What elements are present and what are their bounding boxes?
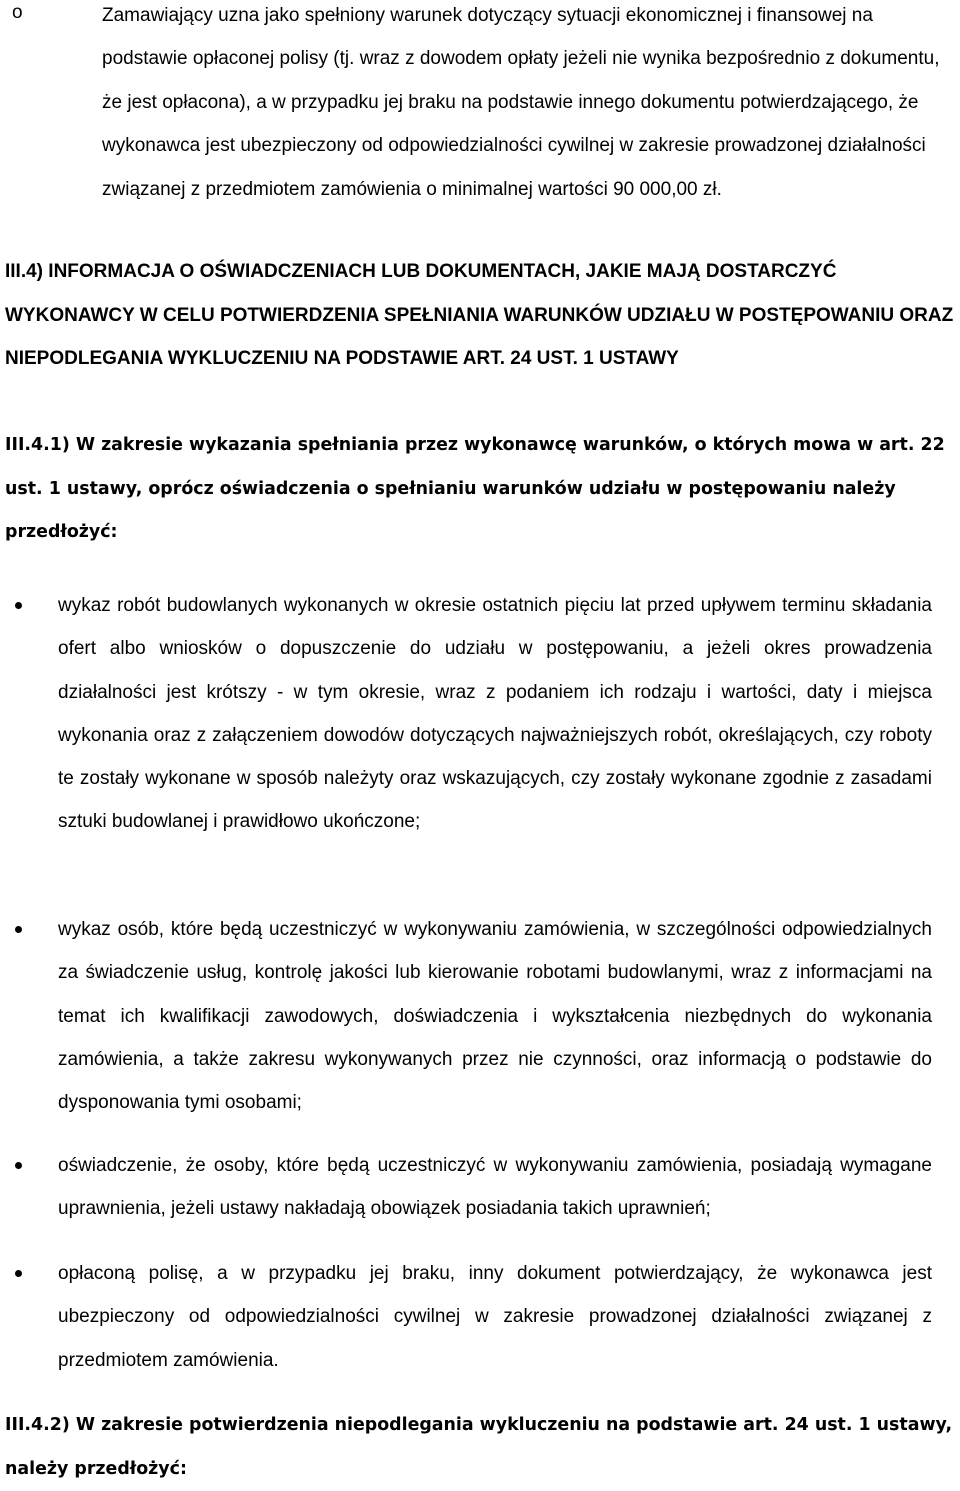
list-item — [0, 908, 960, 1124]
list-item — [0, 1252, 960, 1382]
list-item — [0, 1144, 960, 1231]
bullet-dot-icon — [15, 602, 22, 609]
bullet-dot-icon — [15, 926, 22, 933]
subsection-heading-2: III.4.2) W zakresie potwierdzenia niepodlegania wykluczeniu na podstawie art. 24 ust. 1 ustawy, należy przedłożyć: — [5, 1415, 953, 1479]
circle-bullet-icon: o — [12, 2, 23, 23]
list-item-text: wykaz osób, które będą uczestniczyć w wykonywaniu zamówienia, w szczególności odpowiedzialnych za świadczenie usług, kontrolę jakości lub kierowanie robotami budowlanymi, wraz z informacjami na temat ich kwalifikacji zawodowych, doświadczenia i wykształcenia niezbędnych do wykonania zamówienia, a także zakresu wykonywanych przez nie czynności, oraz informacją o podstawie do dysponowania tymi osobami; — [58, 919, 932, 1114]
list-item-insurance-condition — [0, 0, 960, 211]
list-item-text: wykaz robót budowlanych wykonanych w okresie ostatnich pięciu lat przed upływem terminu składania ofert albo wniosków o dopuszczenie do udziału w postępowaniu, a jeżeli okres prowadzenia działalności jest krótszy - w tym okresie, wraz z podaniem ich rodzaju i wartości, daty i miejsca wykonania oraz z załączeniem dowodów dotyczących najważniejszych robót, określających, czy roboty te zostały wykonane w sposób należyty oraz wskazujących, czy zostały wykonane zgodnie z zasadami sztuki budowlanej i prawidłowo ukończone; — [58, 595, 932, 833]
bullet-dot-icon — [15, 1162, 22, 1169]
list-item-text: oświadczenie, że osoby, które będą uczestniczyć w wykonywaniu zamówienia, posiadają wymagane uprawnienia, jeżeli ustawy nakładają obowiązek posiadania takich uprawnień; — [58, 1155, 932, 1220]
section-heading: III.4) INFORMACJA O OŚWIADCZENIACH LUB DOKUMENTACH, JAKIE MAJĄ DOSTARCZYĆ WYKONAWCY W CELU POTWIERDZENIA SPEŁNIANIA WARUNKÓW UDZIAŁU W POSTĘPOWANIU ORAZ NIEPODLEGANIA WYKLUCZENIU NA PODSTAWIE ART. 24 UST. 1 USTAWY — [5, 261, 954, 369]
list-item — [0, 584, 960, 844]
subsection-heading-1: III.4.1) W zakresie wykazania spełniania przez wykonawcę warunków, o których mowa w art. 22 ust. 1 ustawy, oprócz oświadczenia o spełnianiu warunków udziału w postępowaniu należy przedłożyć: — [5, 435, 945, 542]
list-item-text: opłaconą polisę, a w przypadku jej braku, inny dokument potwierdzający, że wykonawca jest ubezpieczony od odpowiedzialności cywilnej w zakresie prowadzonej działalności związanej z przedmiotem zamówienia. — [58, 1263, 932, 1371]
bullet-dot-icon — [15, 1270, 22, 1277]
list-item-text: Zamawiający uzna jako spełniony warunek dotyczący sytuacji ekonomicznej i finansowej na podstawie opłaconej polisy (tj. wraz z dowodem opłaty jeżeli nie wynika bezpośrednio z dokumentu, że jest opłacona), a w przypadku jej braku na podstawie innego dokumentu potwierdzającego, że wykonawca jest ubezpieczony od odpowiedzialności cywilnej w zakresie prowadzonej działalności związanej z przedmiotem zamówienia o minimalnej wartości 90 000,00 zł. — [102, 5, 940, 200]
